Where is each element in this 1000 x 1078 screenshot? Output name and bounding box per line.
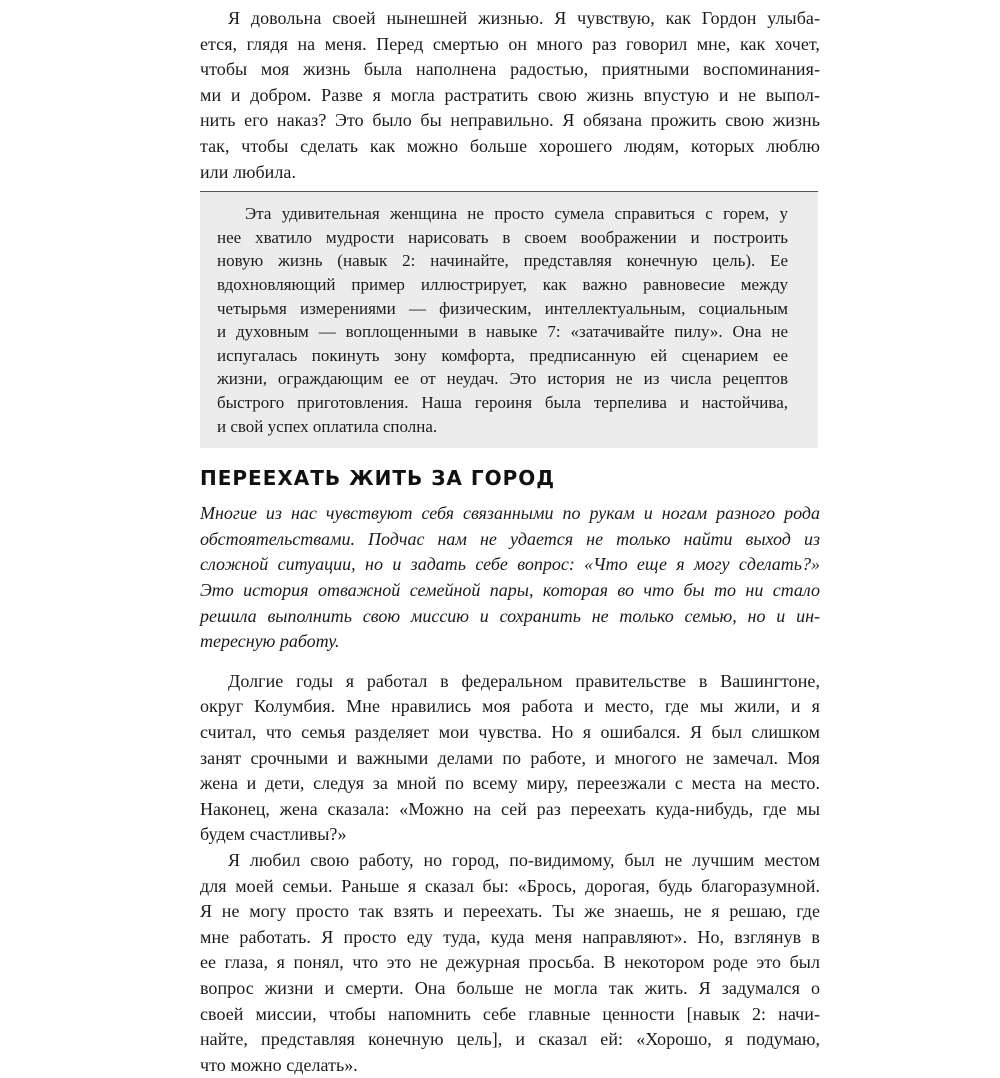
text-line: ется, глядя на меня. Перед смертью он много раз говорил мне, как хочет, <box>200 33 820 54</box>
text-line: чтобы моя жизнь была наполнена радостью, приятными воспоминания- <box>200 59 820 80</box>
text-line: занят срочными и важными делами по работе, и многого не замечал. Моя <box>200 747 820 768</box>
text-line: или любила. <box>200 161 296 182</box>
text-line: будем счастливы?» <box>200 824 347 845</box>
intro-line: решила выполнить свою миссию и сохранить не только семью, но и ин- <box>200 605 820 626</box>
commentary-box <box>200 191 818 448</box>
text-line: жена и дети, следуя за мной по всему миру, переезжали с места на место. <box>200 773 820 794</box>
text-line: Я любил свою работу, но город, по-видимому, был не лучшим местом <box>228 850 820 870</box>
intro-line: тересную работу. <box>200 631 340 652</box>
text-line: Я не могу просто так взять и переехать. Ты же знаешь, не я решаю, где <box>200 901 820 922</box>
commentary-line: нее хватило мудрости нарисовать в своем воображении и построить <box>217 227 788 247</box>
commentary-line: новую жизнь (навык 2: начинайте, представляя конечную цель). Ее <box>217 251 788 271</box>
commentary-line: Эта удивительная женщина не просто сумела справиться с горем, у <box>245 204 788 224</box>
commentary-line: испугалась покинуть зону комфорта, предписанную ей сценарием ее <box>217 345 788 365</box>
intro-line: Многие из нас чувствуют себя связанными по рукам и ногам разного рода <box>200 503 820 524</box>
book-page <box>200 0 820 1075</box>
commentary-line: четырьмя измерениями — физическим, интеллектуальным, социальным <box>217 298 788 318</box>
text-line: вопрос жизни и смерти. Она больше не могла так жить. Я задумался о <box>200 978 820 998</box>
text-line: ее глаза, я понял, что это не дежурная просьба. В некотором роде это был <box>200 952 820 973</box>
text-line: что можно сделать». <box>200 1054 358 1075</box>
text-line: Долгие годы я работал в федеральном правительстве в Вашингтоне, <box>228 670 820 691</box>
text-line: округ Колумбия. Мне нравились моя работа и место, где мы жили, и я <box>200 696 820 717</box>
text-line: мне работать. Я просто еду туда, куда меня направляют». Но, взглянув в <box>200 926 820 947</box>
text-line: для моей семьи. Раньше я сказал бы: «Брось, дорогая, будь благоразумной. <box>200 875 820 896</box>
commentary-line: и духовным — воплощенными в навыке 7: «затачивайте пилу». Она не <box>217 322 788 342</box>
text-line: Наконец, жена сказала: «Можно на сей раз переехать куда-нибудь, где мы <box>200 798 820 819</box>
intro-line: обстоятельствами. Подчас нам не удается не только найти выход из <box>200 528 820 549</box>
text-line: найте, представляя конечную цель], и сказал ей: «Хорошо, я подумаю, <box>200 1029 820 1050</box>
commentary-line: и свой успех оплатила сполна. <box>217 416 438 436</box>
section-heading: ПЕРЕЕХАТЬ ЖИТЬ ЗА ГОРОД <box>200 466 556 491</box>
commentary-line: жизни, ограждающим ее от неудач. Это история не из числа рецептов <box>217 369 788 389</box>
text-line: своей миссии, чтобы напомнить себе главные ценности [навык 2: начи- <box>200 1003 820 1024</box>
text-line: Я довольна своей нынешней жизнью. Я чувствую, как Гордон улыба- <box>228 8 820 28</box>
commentary-line: вдохновляющий пример иллюстрирует, как важно равновесие между <box>217 274 788 294</box>
commentary-line: быстрого приготовления. Наша героиня была терпелива и настойчива, <box>217 392 788 412</box>
intro-line: сложной ситуации, но и задать себе вопрос: «Что еще я могу сделать?» <box>200 554 820 575</box>
text-line: ми и добром. Разве я могла растратить свою жизнь впустую и не выпол- <box>200 84 820 105</box>
text-line: считал, что семья разделяет мои чувства. Но я ошибался. Я был слишком <box>200 722 820 742</box>
text-line: нить его наказ? Это было бы неправильно. Я обязана прожить свою жизнь <box>200 110 820 131</box>
intro-line: Это история отважной семейной пары, которая во что бы то ни стало <box>200 580 820 600</box>
text-line: так, чтобы сделать как можно больше хорошего людям, которых люблю <box>200 136 820 156</box>
